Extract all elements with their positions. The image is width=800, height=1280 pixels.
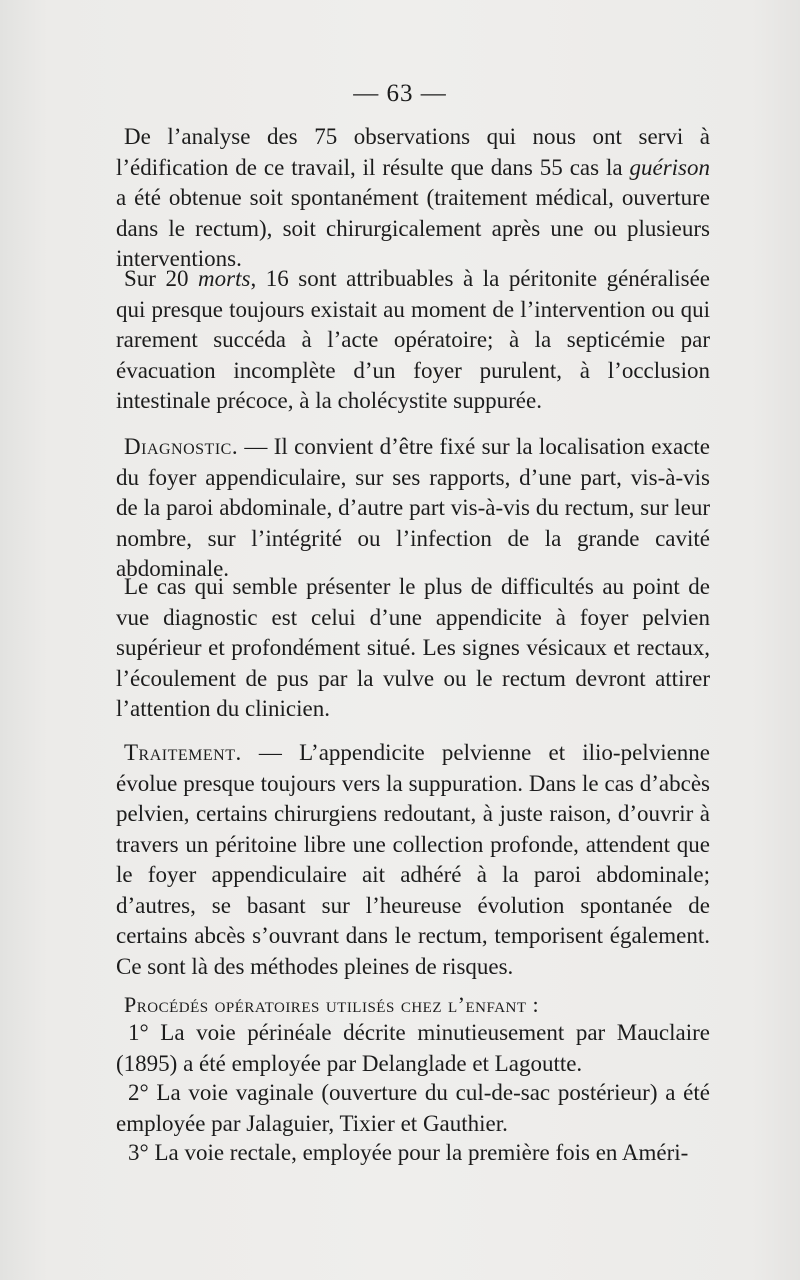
list-item: 3° La voie rectale, employée pour la première fois en Améri- [128,1140,689,1165]
italic-term-morts: morts [198,266,251,291]
section-heading-diagnostic: Diagnostic. [124,434,239,459]
section-diagnostic [116,432,710,585]
paragraph-text: , 16 sont attribuables à la péritonite généralisée qui presque toujours existait au moment de l’intervention ou qui rarement succéda à l’acte opératoire; à la septicémie par évacuation incomplète d’un foyer purulent, à l’occlusion intestinale précoce, à la cholécystite suppurée. [116,266,711,413]
list-item: 2° La voie vaginale (ouverture du cul-de-sac postérieur) a été employée par Jalaguier, Tixier et Gauthier. [116,1080,710,1136]
paragraph-text: De l’analyse des 75 observations qui nous ont servi à l’édification de ce travail, il résulte que dans 55 cas la [116,124,710,180]
procedure-list [116,1138,710,1169]
procedure-list [116,1018,710,1079]
page-number: — 63 — [353,80,447,107]
paragraph-text: Sur 20 [124,266,199,291]
list-item: 1° La voie périnéale décrite minutieusement par Mauclaire (1895) a été employée par Delanglade et Lagoutte. [116,1020,710,1076]
section-heading-traitement: Traitement. [124,740,242,765]
paragraph-conclusions [116,122,710,275]
paragraph-diagnostic-difficulty [116,572,710,725]
paragraph-text: — L’appendicite pelvienne et ilio-pelvienne évolue presque toujours vers la suppuration. Dans le cas d’abcès pelvien, certains chirurgiens redoutant, à juste raison, d’ouvrir à travers un péritoine libre une collection profonde, attendent que le foyer appendiculaire ait adhéré à la paroi abdominale; d’autres, se basant sur l’heureuse évolution spontanée de certains abcès s’ouvrant dans le rectum, temporisent également. Ce sont là des méthodes pleines de risques. [116,740,710,979]
paragraph-text: Le cas qui semble présenter le plus de difficultés au point de vue diagnostic est celui d’une appendicite à foyer pelvien supérieur et profondément situé. Les signes vésicaux et rectaux, l’écoulement de pus par la vulve ou le rectum devront attirer l’attention du clinicien. [116,574,710,721]
paragraph-text: — Il convient d’être fixé sur la localisation exacte du foyer appendiculaire, sur ses rapports, d’une part, vis-à-vis de la paroi abdominale, d’autre part vis-à-vis du rectum, sur leur nombre, sur l’intégrité ou l’infection de la grande cavité abdominale. [116,434,710,581]
paragraph-text: a été obtenue soit spontanément (traitement médical, ouverture dans le rectum), soit chirurgicalement après une ou plusieurs interventions. [116,185,710,271]
section-heading-procedes: Procédés opératoires utilisés chez l’enfant : [124,992,540,1017]
paragraph-mortality [116,264,710,417]
procedes-heading-block [116,990,710,1021]
italic-term-guerison: guérison [629,154,710,180]
section-traitement [116,738,710,982]
procedure-list [116,1078,710,1139]
